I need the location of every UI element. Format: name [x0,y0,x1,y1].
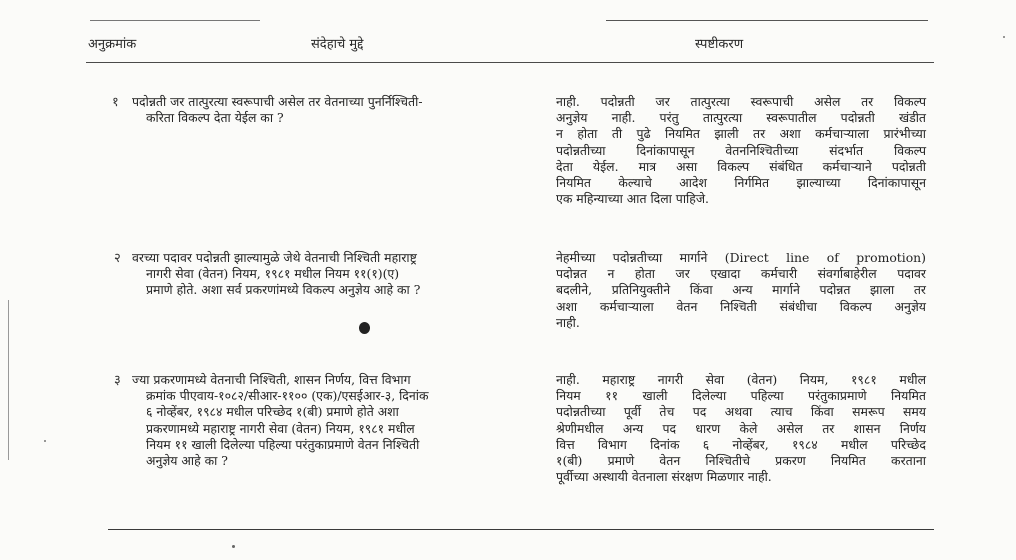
row-3-answer [556,372,926,485]
row-3-answer-line-3: पदोन्नतीच्या पूर्वी तेच पद अथवा त्याच किंवा समरूप समय [556,404,926,420]
row-2-answer [556,250,926,331]
row-3-answer-line-2: नियम ११ खाली दिलेल्या पहिल्या परंतुकाप्रमाणे नियमित [556,388,926,404]
header-clarification: स्पष्टीकरण [695,37,744,52]
row-1-answer-line-6: नियमित केल्याचे आदेश निर्गमित झाल्याच्या दिनांकापासून [556,175,926,191]
row-3-question-line-3: ६ नोव्हेंबर, १९८४ मधील परिच्छेद १(बी) प्रमाणे होते अशा [146,404,399,420]
row-3-answer-line-4: श्रेणीमधील अन्य पद धारण केले असेल तर शासन निर्णय [556,420,926,436]
row-3-question-line-6: अनुज्ञेय आहे का ? [146,453,228,469]
bottom-rule [108,529,934,530]
row-3-question-line-5: नियम ११ खाली दिलेल्या पहिल्या परंतुकाप्रमाणे वेतन निश्चिती [146,436,420,452]
scan-speck [232,545,235,548]
ink-blot [359,322,370,334]
row-2-answer-line-1: नेहमीच्या पदोन्नतीच्या मार्गाने (Direct line of promotion) [556,250,926,265]
row-1-answer-line-2: अनुज्ञेय नाही. परंतु तात्पुरत्या स्वरूपातील पदोन्नती खंडीत [556,110,926,126]
scan-speck [1003,36,1005,38]
row-2-question-line-3: प्रमाणे होते. अशा सर्व प्रकरणांमध्ये विकल्प अनुज्ञेय आहे का ? [146,282,421,298]
row-1-answer-line-1: नाही. पदोन्नती जर तात्पुरत्या स्वरूपाची असेल तर विकल्प [556,94,926,109]
row-2-question-line-2: नागरी सेवा (वेतन) नियम, १९८१ मधील नियम ११(१)(ए) [146,266,400,282]
row-3-question [132,372,542,469]
row-3-answer-line-5: वित्त विभाग दिनांक ६ नोव्हेंबर, १९८४ मधील परिच्छेद [556,436,926,452]
header-rule [86,62,934,63]
row-2-answer-line-3: बदलीने, प्रतिनियुक्तीने किंवा अन्य मार्गाने पदोन्नत झाला तर [556,282,926,298]
row-2-answer-line-2: पदोन्नत न होता जर एखादा कर्मचारी संवर्गाबाहेरील पदावर [556,266,926,282]
row-2-question-line-1: वरच्या पदावर पदोन्नती झाल्यामुळे जेथे वेतनाची निश्चिती महाराष्ट्र [132,250,417,265]
row-2-answer-line-4: अशा कर्मचाऱ्याला वेतन निश्चिती संबंधीचा विकल्प अनुज्ञेय [556,298,926,314]
row-1-number: १ [112,95,119,110]
row-1-answer-line-3: न होता ती पुढे नियमित झाली तर अशा कर्मचाऱ्याला प्रारंभीच्या [556,126,926,142]
scan-edge-mark [8,300,9,460]
row-1-answer-line-4: पदोन्नतीच्या दिनांकापासून वेतननिश्चितीच्या संदर्भात विकल्प [556,142,926,158]
row-1-question [132,94,542,126]
header-issue: संदेहाचे मुद्दे [311,37,364,52]
row-3-question-line-4: प्रकरणामध्ये महाराष्ट्र नागरी सेवा (वेतन) नियम, १९८१ मधील [146,420,415,436]
top-rule-right [606,20,928,21]
row-2-question [132,250,542,299]
row-1-question-line-1: पदोन्नती जर तात्पुरत्या स्वरूपाची असेल तर वेतनाच्या पुनर्निश्चिती- [132,94,423,109]
row-3-answer-line-6: १(बी) प्रमाणे वेतन निश्चितीचे प्रकरण नियमित करताना [556,453,926,469]
row-3-answer-line-7: पूर्वीच्या अस्थायी वेतनाला संरक्षण मिळणार नाही. [556,469,772,485]
row-1-answer-line-5: देता येईल. मात्र असा विकल्प संबंधित कर्मचाऱ्याने पदोन्नती [556,158,926,174]
row-2-number: २ [114,251,121,266]
row-1-answer-line-7: एक महिन्याच्या आत दिला पाहिजे. [556,191,709,207]
header-serial: अनुक्रमांक [88,37,137,52]
row-1-answer [556,94,926,207]
row-1-question-line-2: करिता विकल्प देता येईल का ? [146,110,284,126]
top-rule-left [90,20,260,21]
row-3-number: ३ [114,373,121,388]
scan-speck [44,440,46,442]
row-3-question-line-2: क्रमांक पीएवाय-१०८२/सीआर-११०० (एक)/एसईआर-३, दिनांक [146,388,429,404]
row-2-answer-line-5: नाही. [556,314,580,330]
row-3-answer-line-1: नाही. महाराष्ट्र नागरी सेवा (वेतन) नियम, १९८१ मधील [556,372,926,387]
row-3-question-line-1: ज्या प्रकरणामध्ये वेतनाची निश्चिती, शासन निर्णय, वित्त विभाग [132,372,411,387]
